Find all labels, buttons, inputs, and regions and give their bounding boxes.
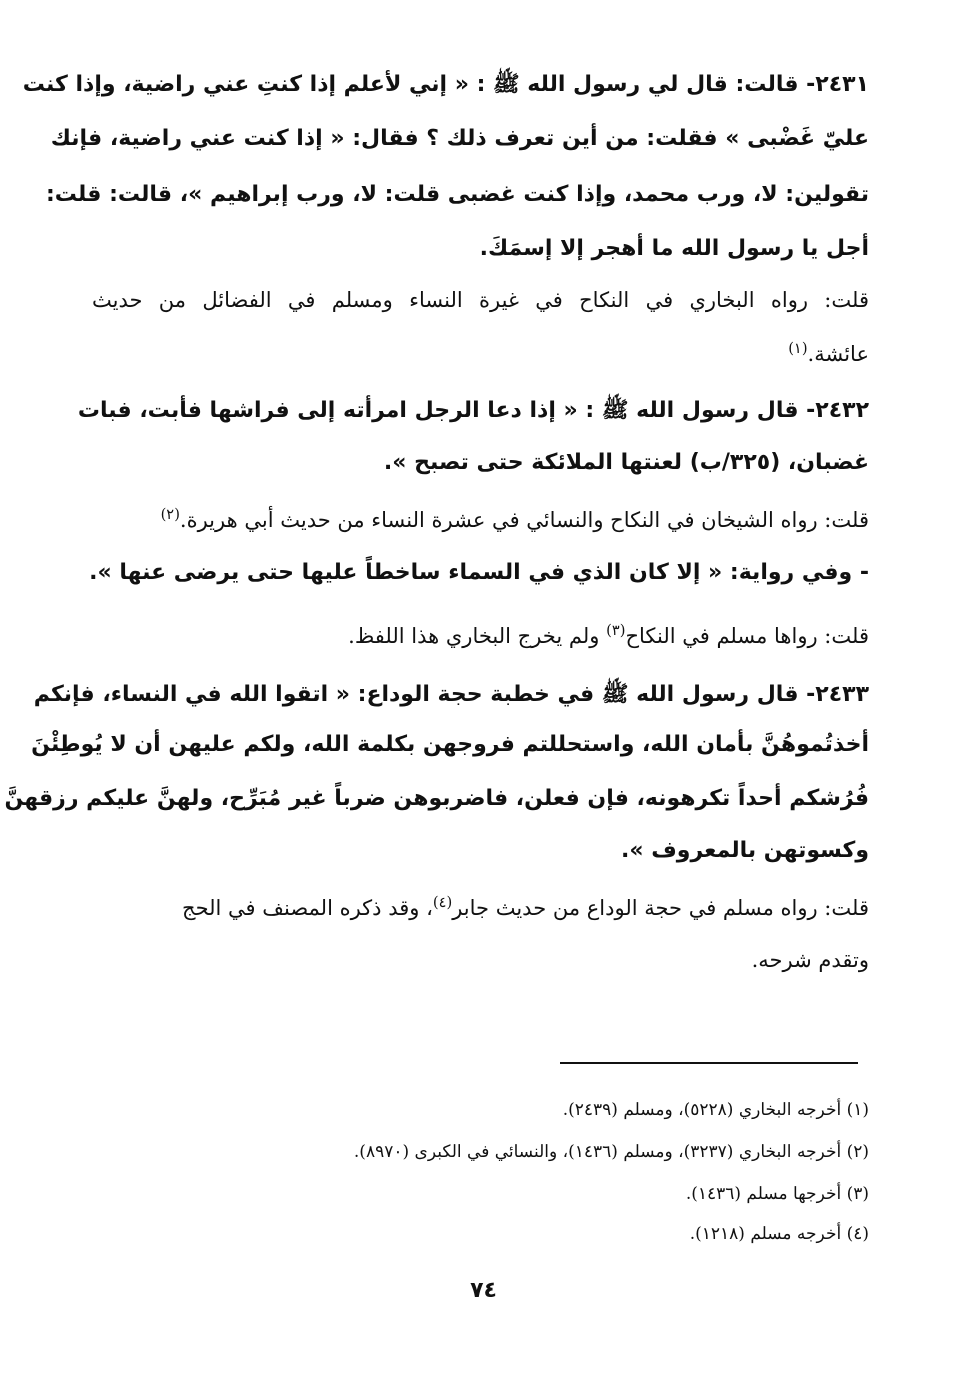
footnote-3: (٣) أخرجها مسلم (١٤٣٦).	[685, 1184, 869, 1204]
footnote-1: (١) أخرجه البخاري (٥٢٢٨)، ومسلم (٢٤٣٩).	[562, 1100, 869, 1120]
hadith-2431-line-1: ٢٤٣١- قالت: قال لي رسول الله ﷺ : « إني لأعلم إذا كنتِ عني راضية، وإذا كنت	[22, 72, 869, 97]
hadith-2431-line-4: أجل يا رسول الله ما أهجر إلا إسمَكَ.	[479, 236, 869, 261]
footnote-separator	[560, 1062, 858, 1064]
hadith-2431-line-2: عليّ غَضْبى » فقلت: من أين تعرف ذلك ؟ فقال: « إذا كنت عني راضية، فإنك	[50, 126, 869, 151]
note-2433-line-1	[92, 894, 869, 920]
note-2431-text: عائشة.	[807, 342, 869, 366]
note-2432-text: قلت: رواه الشيخان في النكاح والنسائي في عشرة النساء من حديث أبي هريرة.	[179, 508, 869, 532]
hadith-2433-line-3: فُرُشكم أحداً تكرهونه، فإن فعلن، فاضربوهن ضرباً غير مُبَرِّح، ولهنَّ عليكم رزقهنَّ	[4, 786, 869, 811]
note-2433-part-1: قلت: رواه مسلم في حجة الوداع من حديث جابر	[452, 896, 869, 920]
footnote-ref-1: (١)	[788, 340, 808, 357]
note-2432b-part-1: قلت: رواها مسلم في النكاح	[625, 624, 869, 648]
hadith-2433-line-2: أخذتُموهُنَّ بأمان الله، واستحللتم فروجهن بكلمة الله، ولكم عليهن أن لا يُوطِئْنَ	[31, 732, 869, 757]
note-2431-line-1: قلت: رواه البخاري في النكاح في غيرة النساء ومسلم في الفضائل من حديث	[92, 288, 869, 312]
hadith-2431-line-3: تقولين: لا، ورب محمد، وإذا كنت غضبى قلت: لا، ورب إبراهيم »، قالت: قلت:	[45, 182, 869, 207]
page-number: ٧٤	[470, 1278, 497, 1303]
footnote-ref-2: (٢)	[160, 506, 180, 523]
note-2433-line-2: وتقدم شرحه.	[751, 948, 869, 972]
hadith-2433-line-4: وكسوتهن بالمعروف ».	[621, 838, 869, 863]
note-2431-line-2	[92, 340, 869, 366]
footnote-ref-4: (٤)	[432, 894, 453, 911]
hadith-2432-line-2: غضبان، (٣٢٥/ب) لعنتها الملائكة حتى تصبح ».	[383, 450, 869, 475]
hadith-2433-line-1: ٢٤٣٣- قال رسول الله ﷺ في خطبة حجة الوداع: « اتقوا الله في النساء، فإنكم	[33, 682, 869, 707]
note-2432b-part-2: ولم يخرج البخاري هذا اللفظ.	[348, 624, 600, 648]
note-2432b-line	[92, 622, 869, 648]
note-2433-part-2: ، وقد ذكره المصنف في الحج	[182, 896, 433, 920]
note-2432-line	[92, 506, 869, 532]
footnote-4: (٤) أخرجه مسلم (١٢١٨).	[689, 1224, 869, 1244]
footnote-ref-3: (٣)	[606, 622, 626, 639]
hadith-2432-line-1: ٢٤٣٢- قال رسول الله ﷺ : « إذا دعا الرجل امرأته إلى فراشها فأبت، فبات	[77, 398, 869, 423]
footnote-2: (٢) أخرجه البخاري (٣٢٣٧)، ومسلم (١٤٣٦)، والنسائي في الكبرى (٨٩٧٠).	[353, 1142, 869, 1162]
riwaya-2432: - وفي رواية: « إلا كان الذي في السماء ساخطاً عليها حتى يرضى عنها ».	[89, 560, 869, 585]
